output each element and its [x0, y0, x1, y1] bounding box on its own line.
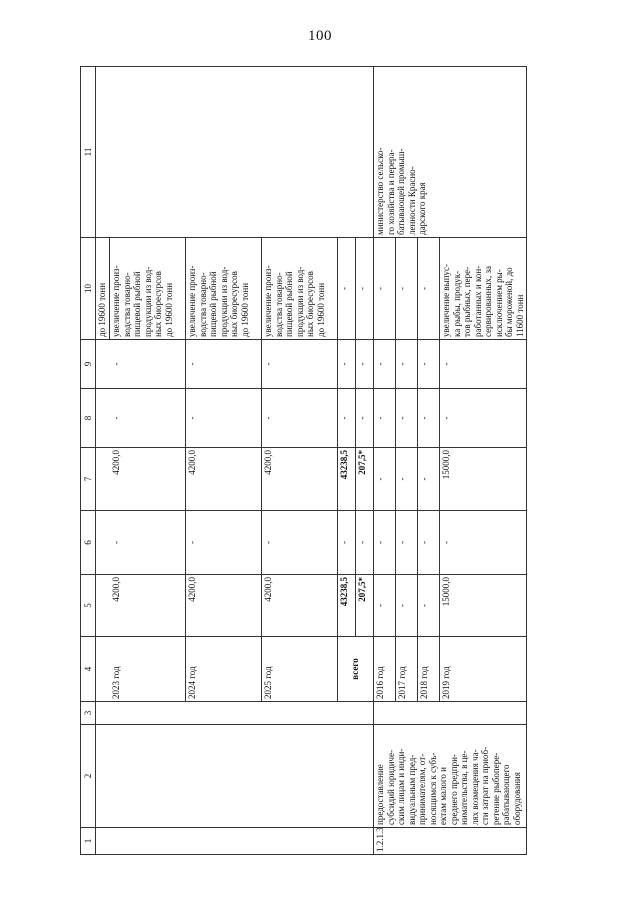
result-cell: увеличение произ- водства товарно- пищевой рыбной продукции из вод- ных биоресурсов до 19600 тонн: [262, 238, 338, 340]
value-cell: -: [374, 389, 396, 448]
header-col-6: 6: [81, 511, 96, 575]
value-cell: 4200,0: [186, 448, 262, 511]
cont-cell-2: [96, 725, 374, 828]
value-cell: -: [440, 511, 527, 575]
value-cell: -: [110, 340, 186, 389]
header-col-10: 10: [81, 238, 96, 340]
total-value: -: [338, 511, 356, 575]
total-value: -: [356, 389, 374, 448]
value-cell: -: [262, 340, 338, 389]
total-value: -: [338, 238, 356, 340]
value-cell: 4200,0: [262, 448, 338, 511]
value-cell: -: [374, 340, 396, 389]
result-cell: увеличение произ- водства товарно- пищевой рыбной продукции из вод- ных биоресурсов до 19600 тонн: [186, 238, 262, 340]
total-value: -: [338, 340, 356, 389]
value-cell: -: [396, 448, 418, 511]
value-cell: 4200,0: [110, 448, 186, 511]
result-cell: увеличение произ- водства товарно- пищевой рыбной продукции из вод- ных биоресурсов до 19600 тонн: [110, 238, 186, 340]
result-cell: -: [374, 238, 396, 340]
header-col-11: 11: [81, 67, 96, 238]
value-cell: -: [396, 575, 418, 637]
value-cell: -: [262, 389, 338, 448]
continuation-top-row: [96, 67, 110, 855]
value-cell: -: [186, 389, 262, 448]
result-cell: -: [418, 238, 440, 340]
year-cell: 2025 год: [262, 637, 338, 702]
page-number: 100: [308, 28, 332, 44]
total-value: 43238,5: [338, 448, 356, 511]
year-cell: 2024 год: [186, 637, 262, 702]
item-number: 1.2.1.3: [374, 828, 527, 855]
value-cell: -: [440, 389, 527, 448]
year-cell: 2018 год: [418, 637, 440, 702]
value-cell: 4200,0: [110, 575, 186, 637]
value-cell: -: [186, 511, 262, 575]
total-label: всего: [338, 637, 374, 702]
executor: министерство сельско- го хозяйства и перера- батывающей промыш- ленности Красно- дарского края: [374, 67, 527, 238]
header-col-3: 3: [81, 702, 96, 725]
header-row: [81, 67, 96, 855]
header-col-8: 8: [81, 389, 96, 448]
value-cell: -: [374, 448, 396, 511]
header-col-1: 1: [81, 828, 96, 855]
total-value: -: [356, 511, 374, 575]
value-cell: -: [110, 511, 186, 575]
total-value: 207,5*: [356, 448, 374, 511]
header-col-5: 5: [81, 575, 96, 637]
total-value: -: [356, 238, 374, 340]
item-name: предоставление субсидий юридиче- ским лицам и инди- видуальным пред- принимателям, от- носящимся к субъ- ектам малого и среднего предпри- нимательства, в це- лях возмещения ча- сти затрат на приоб- ретение рыбоперe- рабатывающего оборудования: [374, 725, 527, 828]
value-cell: -: [440, 340, 527, 389]
program-measures-table: [80, 66, 527, 855]
year-cell: 2019 год: [440, 637, 527, 702]
value-cell: -: [418, 575, 440, 637]
value-cell: 4200,0: [262, 575, 338, 637]
header-col-4: 4: [81, 637, 96, 702]
value-cell: -: [396, 511, 418, 575]
cont-cell-1: [96, 828, 374, 855]
value-cell: -: [418, 448, 440, 511]
year-cell: 2016 год: [374, 637, 396, 702]
value-cell: -: [396, 389, 418, 448]
value-cell: -: [418, 511, 440, 575]
header-col-9: 9: [81, 340, 96, 389]
year-cell: 2017 год: [396, 637, 418, 702]
value-cell: -: [110, 389, 186, 448]
header-col-7: 7: [81, 448, 96, 511]
value-cell: 15000,0: [440, 448, 527, 511]
result-cell: -: [396, 238, 418, 340]
value-cell: 15000,0: [440, 575, 527, 637]
value-cell: -: [396, 340, 418, 389]
result-cell: увеличение выпус- ка рыбы, продук- тов рыбных, пере- работанных и кон- сервированных, за исключением ры- бы мороженой, до 11600 тонн: [440, 238, 527, 340]
value-cell: -: [262, 511, 338, 575]
value-cell: -: [374, 511, 396, 575]
value-cell: -: [374, 575, 396, 637]
header-col-2: 2: [81, 725, 96, 828]
total-value: 43238,5: [338, 575, 356, 637]
value-cell: 4200,0: [186, 575, 262, 637]
row-2016: [374, 67, 396, 855]
total-value: 207,5*: [356, 575, 374, 637]
total-value: -: [356, 340, 374, 389]
value-cell: -: [418, 340, 440, 389]
year-cell: 2023 год: [110, 637, 186, 702]
cont-cell-11: [96, 67, 374, 238]
landscape-sheet: [80, 67, 525, 855]
total-value: -: [338, 389, 356, 448]
item-cell-3: [374, 702, 527, 725]
value-cell: -: [418, 389, 440, 448]
value-cell: -: [186, 340, 262, 389]
cont-col10-text: до 19600 тонн: [96, 238, 110, 340]
cont-cell-3: [96, 702, 374, 725]
